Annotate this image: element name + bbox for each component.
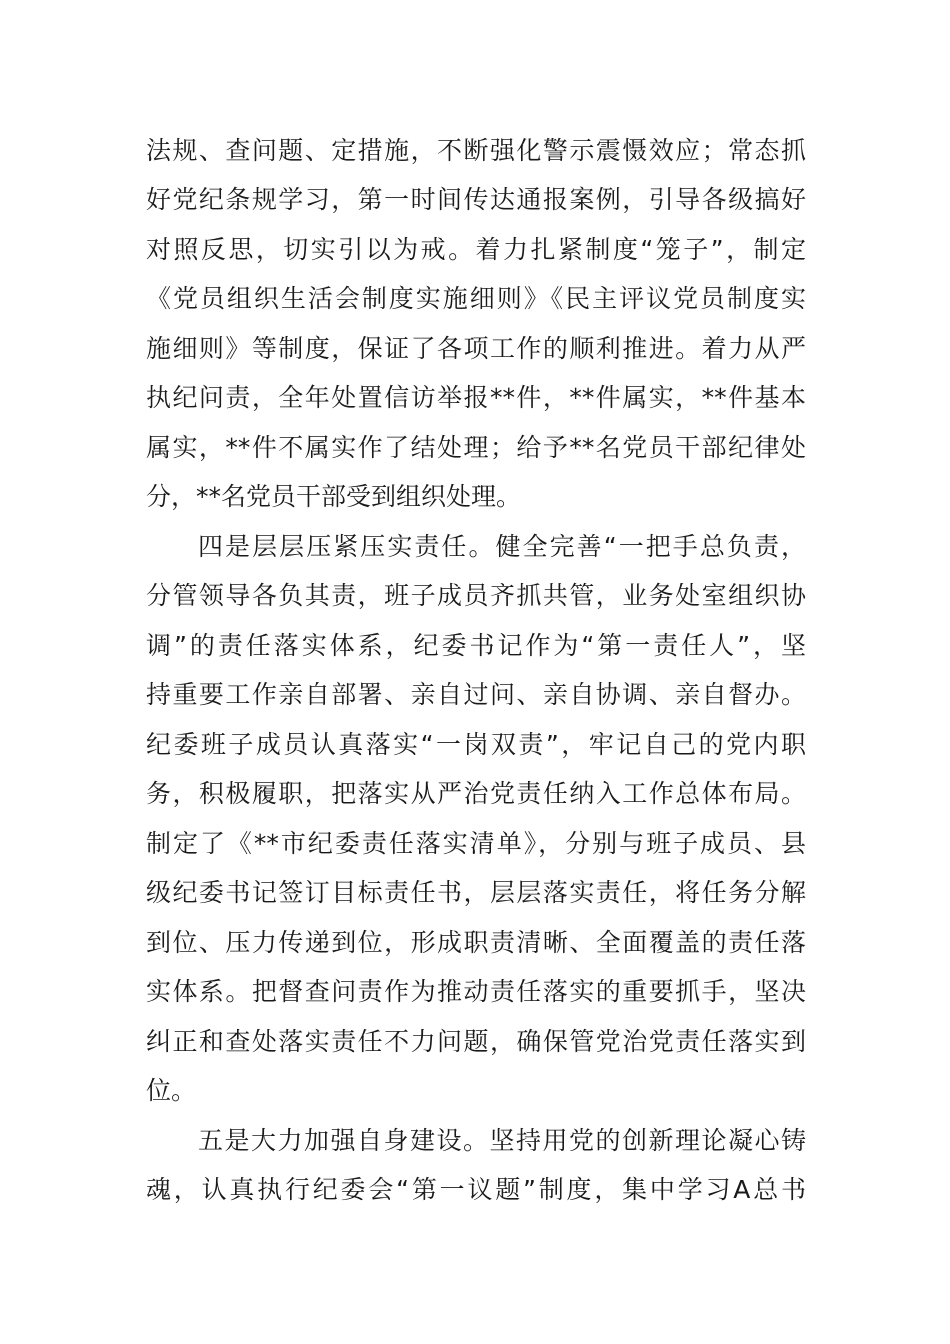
paragraph-heading-line: 五是大力加强自身建设。坚持用党的创新理论凝心铸: [198, 1126, 806, 1155]
text-line: 持重要工作亲自部署、亲自过问、亲自协调、亲自督办。: [146, 680, 806, 709]
text-line: 务，积极履职，把落实从严治党责任纳入工作总体布局。: [146, 779, 806, 808]
text-line: 纠正和查处落实责任不力问题，确保管党治党责任落实到: [146, 1027, 806, 1056]
text-line: 执纪问责，全年处置信访举报**件，**件属实，**件基本: [146, 383, 806, 412]
text-line: 分，**名党员干部受到组织处理。: [146, 482, 522, 511]
text-line: 好党纪条规学习，第一时间传达通报案例，引导各级搞好: [146, 185, 806, 214]
text-line: 《党员组织生活会制度实施细则》《民主评议党员制度实: [146, 284, 806, 313]
text-line: 对照反思，切实引以为戒。着力扎紧制度“笼子”，制定: [146, 235, 806, 264]
text-line: 分管领导各负其责，班子成员齐抓共管，业务处室组织协: [146, 581, 806, 610]
text-line: 调”的责任落实体系，纪委书记作为“第一责任人”，坚: [146, 631, 806, 660]
text-line: 施细则》等制度，保证了各项工作的顺利推进。着力从严: [146, 334, 806, 363]
text-line: 位。: [146, 1076, 197, 1105]
paragraph-heading-line: 四是层层压紧压实责任。健全完善“一把手总负责，: [198, 532, 806, 561]
text-line: 到位、压力传递到位，形成职责清晰、全面覆盖的责任落: [146, 928, 806, 957]
text-line: 级纪委书记签订目标责任书，层层落实责任，将任务分解: [146, 878, 806, 907]
text-line: 属实，**件不属实作了结处理；给予**名党员干部纪律处: [146, 433, 806, 462]
text-line: 魂，认真执行纪委会“第一议题”制度，集中学习A总书: [146, 1175, 806, 1204]
text-line: 制定了《**市纪委责任落实清单》，分别与班子成员、县: [146, 829, 806, 858]
text-line: 纪委班子成员认真落实“一岗双责”，牢记自己的党内职: [146, 730, 806, 759]
text-line: 实体系。把督查问责作为推动责任落实的重要抓手，坚决: [146, 977, 806, 1006]
text-line: 法规、查问题、定措施，不断强化警示震慑效应；常态抓: [146, 136, 806, 165]
